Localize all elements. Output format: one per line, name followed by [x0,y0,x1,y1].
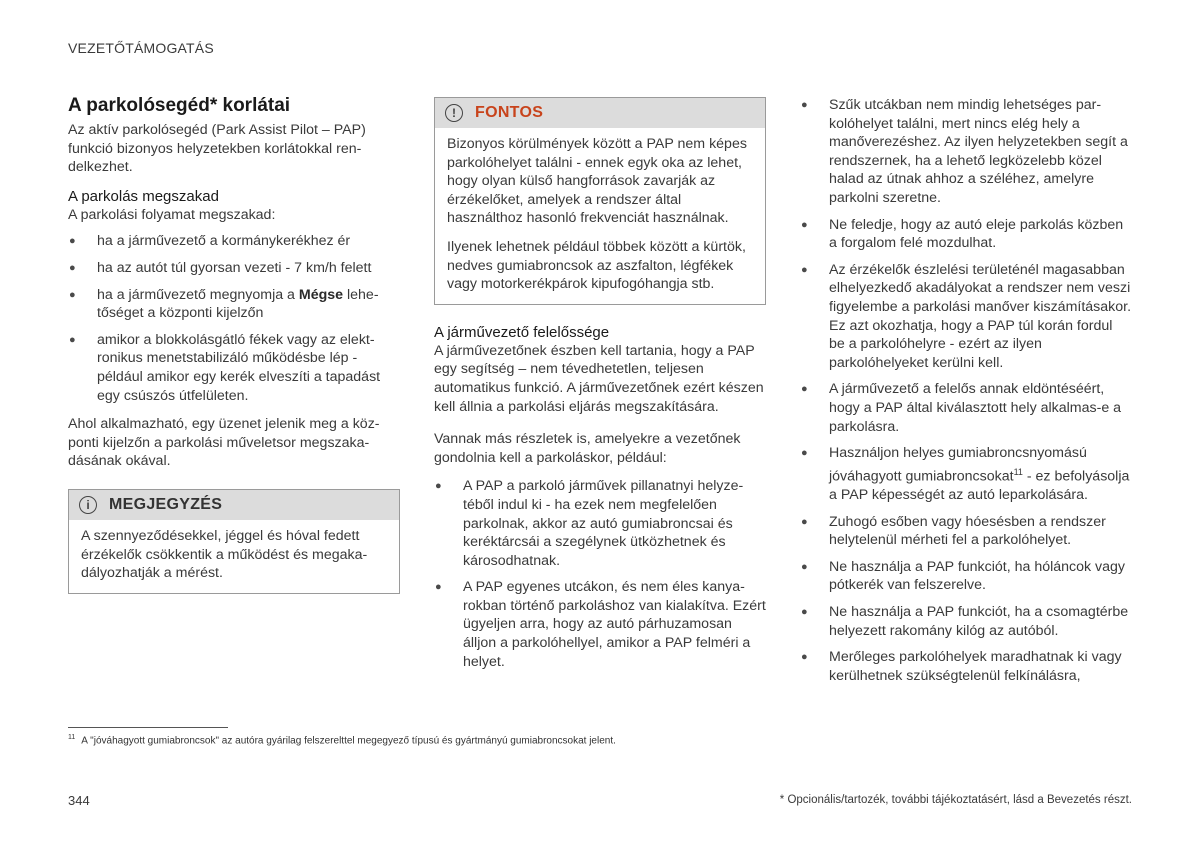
column-3 [800,96,1132,695]
footnote [68,734,616,746]
list-item: ● Szűk utcákban nem mindig lehetséges parkolóhelyet találni, mert nincs elég hely a manőverezéshez. Az ilyen helyzetekben segít a rendszernek, ha a lehető legközelebb közel halad az útnak ahhoz a széléhez, amelyre parkolni szeretne. [800,96,1132,208]
intro-paragraph: Az aktív parkolósegéd (Park Assist Pilot – PAP) funkció bizonyos helyzetekben korlátokkal rendelkezhet. [68,122,366,176]
column-2 [434,97,766,681]
page-title: A parkolósegéd* korlátai [68,95,291,116]
footnote-text: A "jóváhagyott gumiabroncsok" az autóra gyárilag felszerelttel megegyező típusú és gyártmányú gumiabroncsokat jelent. [81,735,616,747]
list-item: ● Ne használja a PAP funkciót, ha a csomagtérbe helyezett rakomány kilóg az autóból. [800,603,1132,640]
cancel-option-label: Mégse [298,286,344,303]
after-paragraph: Ahol alkalmazható, egy üzenet jelenik meg a központi kijelzőn a parkolási műveletsor megszakadásának okával. [68,416,380,470]
list-item: ● amikor a blokkolásgátló fékek vagy az elektronikus menetstabilizáló működésbe lép - például amikor egy kerék elveszíti a tapadást egy csúszós útfelületen. [68,331,400,405]
subheading-responsibility: A járművezető felelőssége [434,323,610,341]
note-box [68,489,400,594]
list-item: ● A járművezető a felelős annak eldöntéséért, hogy a PAP által kiválasztott hely alkalmas-e a parkolásra. [800,380,1132,436]
list-item: ● A PAP egyenes utcákon, és nem éles kanyarokban történő parkoláshoz van kialakítva. Ezért ügyeljen arra, hogy az autó párhuzamosan álljon a parkolóhellyel, amikor a PAP felméri a helyet. [434,578,766,671]
lead-paragraph: A parkolási folyamat megszakad: [68,206,276,223]
warning-label: FONTOS [475,103,544,121]
note-text: A szennyeződésekkel, jéggel és hóval fedett érzékelők csökkentik a működést és megakadályozhatják a mérést. [81,527,368,582]
list-item: ● Zuhogó esőben vagy hóesésben a rendszer helytelenül mérheti fel a parkolóhelyet. [800,513,1132,550]
optional-note: * Opcionális/tartozék, további tájékoztatásért, lásd a Bevezetés részt. [779,794,1132,806]
warning-icon: ! [445,104,463,122]
note-header [69,490,399,520]
warning-body [435,128,765,304]
page-number: 344 [68,793,90,808]
list-item: ● A PAP a parkoló járművek pillanatnyi helyzetéből indul ki - ha ezek nem megfelelően parkolnak, akkor az autó gumiabroncsai és keréktárcsái a szegélynek ütközhetnek és károsodhatnak. [434,477,766,570]
warning-header [435,98,765,128]
details-list [434,477,766,671]
details-paragraph: Vannak más részletek is, amelyekre a vezetőnek gondolnia kell a parkoláskor, például: [434,431,741,466]
interrupt-list [68,232,400,405]
list-item: ● Merőleges parkolóhelyek maradhatnak ki vagy kerülhetnek szükségtelenül felkínálásra, [800,648,1132,685]
warning-text-2: Ilyenek lehetnek például többek között a kürtök, nedves gumiabroncsok az aszfalton, légfékek vagy motorkerékpárok kipufogóhangja stb. [447,238,746,293]
section-header: VEZETŐTÁMOGATÁS [68,40,214,56]
responsibility-paragraph: A járművezetőnek észben kell tartania, hogy a PAP egy segítség – nem tévedhetetlen, teljesen automatikus funkció. A járművezetőnek ezért készen kell állnia a parkolási eljárás megszakítására. [434,342,764,415]
footnote-number: 11 [68,734,76,741]
column-1 [68,95,400,594]
subheading-interrupt: A parkolás megszakad [68,187,219,205]
note-label: MEGJEGYZÉS [109,495,223,513]
conditions-list [800,96,1132,685]
list-item: ● Ne feledje, hogy az autó eleje parkolás közben a forgalom felé mozdulhat. [800,216,1132,253]
list-item: ● Ne használja a PAP funkciót, ha hóláncok vagy pótkerék van felszerelve. [800,558,1132,595]
note-body [69,520,399,593]
footnote-ref[interactable]: 11 [1013,466,1023,477]
list-item: ● ha a járművezető a kormánykerékhez ér [68,232,400,251]
warning-box [434,97,766,305]
list-item: ● Az érzékelők észlelési területénél magasabban elhelyezkedő akadályokat a rendszer nem veszi figyelembe a parkolási manőver kiszámításakor. Ez azt okozhatja, hogy a PAP túl korán fordul be a parkolóhelyre - ezért az ilyen parkolóhelyeket kerülni kell. [800,261,1132,373]
warning-text-1: Bizonyos körülmények között a PAP nem képes parkolóhelyet találni - ennek egyk oka az lehet, hogy olyan külső hangforrások zavarják az érzékelőket, amelyek a rendszer által használthoz hasonló frekvenciát használnak. [447,136,747,227]
list-item: ● ha a járművezető megnyomja a Mégse lehetőséget a központi kijelzőn [68,286,400,323]
list-item: ● Használjon helyes gumiabroncsnyomású jóváhagyott gumiabroncsokat$^{11}$ - ez befolyásolja a PAP képességét az autó leparkolására. [800,444,1132,505]
info-icon: i [79,496,97,514]
footnote-divider [68,727,228,728]
list-item: ● ha az autót túl gyorsan vezeti - 7 km/h felett [68,259,400,278]
